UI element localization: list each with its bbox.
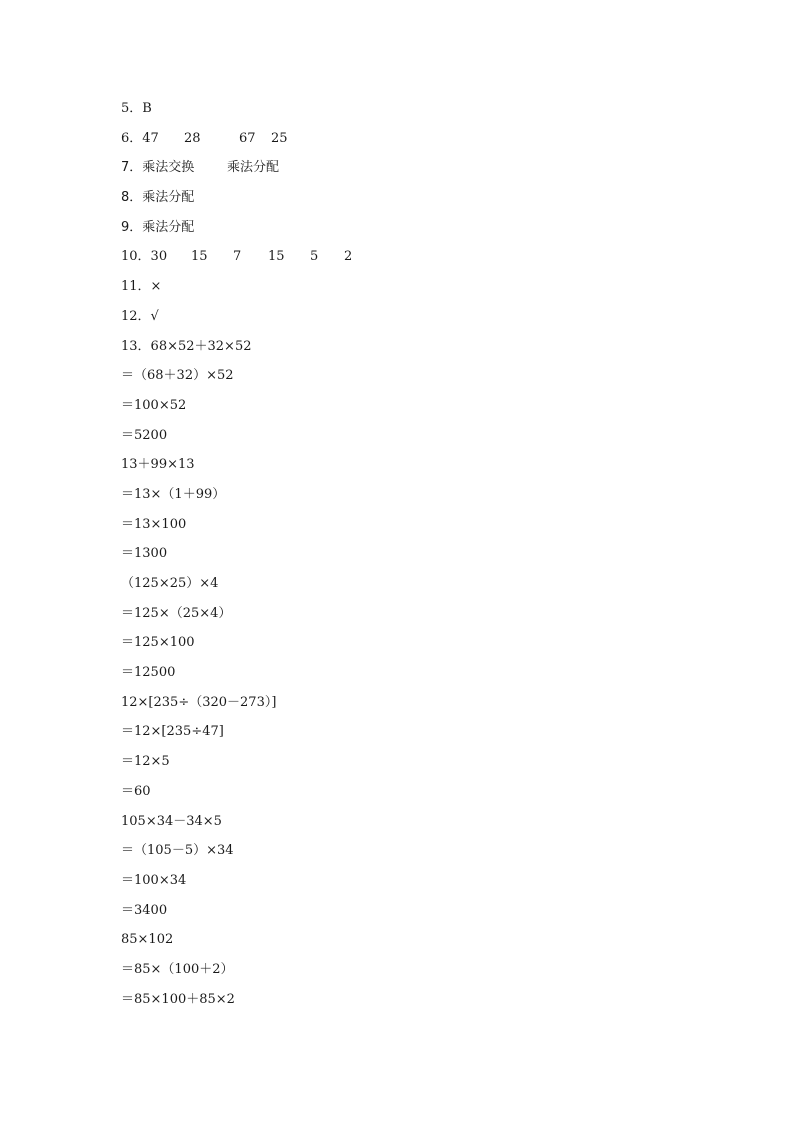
- calc-step: ＝100×34: [121, 872, 187, 888]
- answer-line-11: [121, 276, 761, 306]
- answer-10-blank-3: 7: [233, 249, 242, 265]
- calc-line: [121, 959, 761, 989]
- calc-line: [121, 900, 761, 930]
- calc-step: ＝85×100＋85×2: [121, 991, 235, 1007]
- calc-line: [121, 336, 761, 366]
- calc-line: [121, 781, 761, 811]
- calc-step: ＝3400: [121, 902, 168, 918]
- answer-line-8: [121, 187, 761, 217]
- answer-lines: [121, 98, 761, 1018]
- calc-line: [121, 425, 761, 455]
- answer-10-blank-6: 2: [344, 249, 353, 265]
- calc-step: ＝12×5: [121, 754, 170, 770]
- calc-line: [121, 692, 761, 722]
- answer-line-5: [121, 98, 761, 128]
- calc-step: ＝12×[235÷47]: [121, 724, 224, 740]
- calc-line: [121, 365, 761, 395]
- answer-6-blank-2: 28: [184, 130, 201, 146]
- calc-step: ＝（68＋32）×52: [121, 368, 234, 384]
- answer-7-blank-1: 7．乘法交换: [121, 160, 195, 176]
- calc-line: [121, 484, 761, 514]
- answer-10-blank-5: 5: [310, 249, 319, 265]
- calc-step: ＝13×100: [121, 516, 187, 532]
- calc-line: [121, 662, 761, 692]
- calc-step: ＝（105－5）×34: [121, 843, 234, 859]
- answer-6-blank-1: 6．47: [121, 130, 159, 146]
- calc-line: [121, 870, 761, 900]
- answer-9: 9．乘法分配: [121, 219, 195, 235]
- calc-line: [121, 632, 761, 662]
- calc-step: 13．68×52＋32×52: [121, 338, 252, 354]
- calc-line: [121, 454, 761, 484]
- answer-line-6: [121, 128, 761, 158]
- answer-10-blank-1: 10．30: [121, 249, 168, 265]
- calc-step: 13＋99×13: [121, 457, 195, 473]
- answer-7-blank-2: 乘法分配: [227, 160, 280, 176]
- calc-line: [121, 751, 761, 781]
- calc-step: ＝60: [121, 783, 151, 799]
- calc-line: [121, 514, 761, 544]
- calc-step: 105×34－34×5: [121, 813, 222, 829]
- answer-6-blank-3: 67: [239, 130, 256, 146]
- answer-6-blank-4: 25: [271, 130, 288, 146]
- calc-line: [121, 721, 761, 751]
- calc-step: 85×102: [121, 932, 174, 948]
- calc-step: 12×[235÷（320－273）]: [121, 694, 277, 710]
- answer-line-10: [121, 246, 761, 276]
- calc-line: [121, 929, 761, 959]
- answer-10-blank-2: 15: [191, 249, 208, 265]
- calc-step: ＝125×（25×4）: [121, 605, 232, 621]
- calc-line: [121, 989, 761, 1019]
- calc-step: ＝13×（1＋99）: [121, 486, 226, 502]
- calc-step: ＝5200: [121, 427, 168, 443]
- calc-line: [121, 573, 761, 603]
- calc-step: ＝125×100: [121, 635, 195, 651]
- calc-line: [121, 811, 761, 841]
- answer-line-7: [121, 157, 761, 187]
- calc-step: ＝1300: [121, 546, 168, 562]
- answer-8: 8．乘法分配: [121, 190, 195, 206]
- answer-5: 5．B: [121, 101, 152, 116]
- calc-line: [121, 543, 761, 573]
- calc-step: ＝85×（100＋2）: [121, 961, 234, 977]
- calc-line: [121, 840, 761, 870]
- calc-step: （125×25）×4: [121, 576, 219, 591]
- answer-10-blank-4: 15: [268, 249, 285, 265]
- calc-step: ＝12500: [121, 665, 176, 681]
- calc-step: ＝100×52: [121, 397, 187, 413]
- answer-12: 12．√: [121, 308, 159, 324]
- answer-11: 11．×: [121, 279, 162, 295]
- calc-line: [121, 603, 761, 633]
- answer-line-12: [121, 306, 761, 336]
- answer-line-9: [121, 217, 761, 247]
- calc-line: [121, 395, 761, 425]
